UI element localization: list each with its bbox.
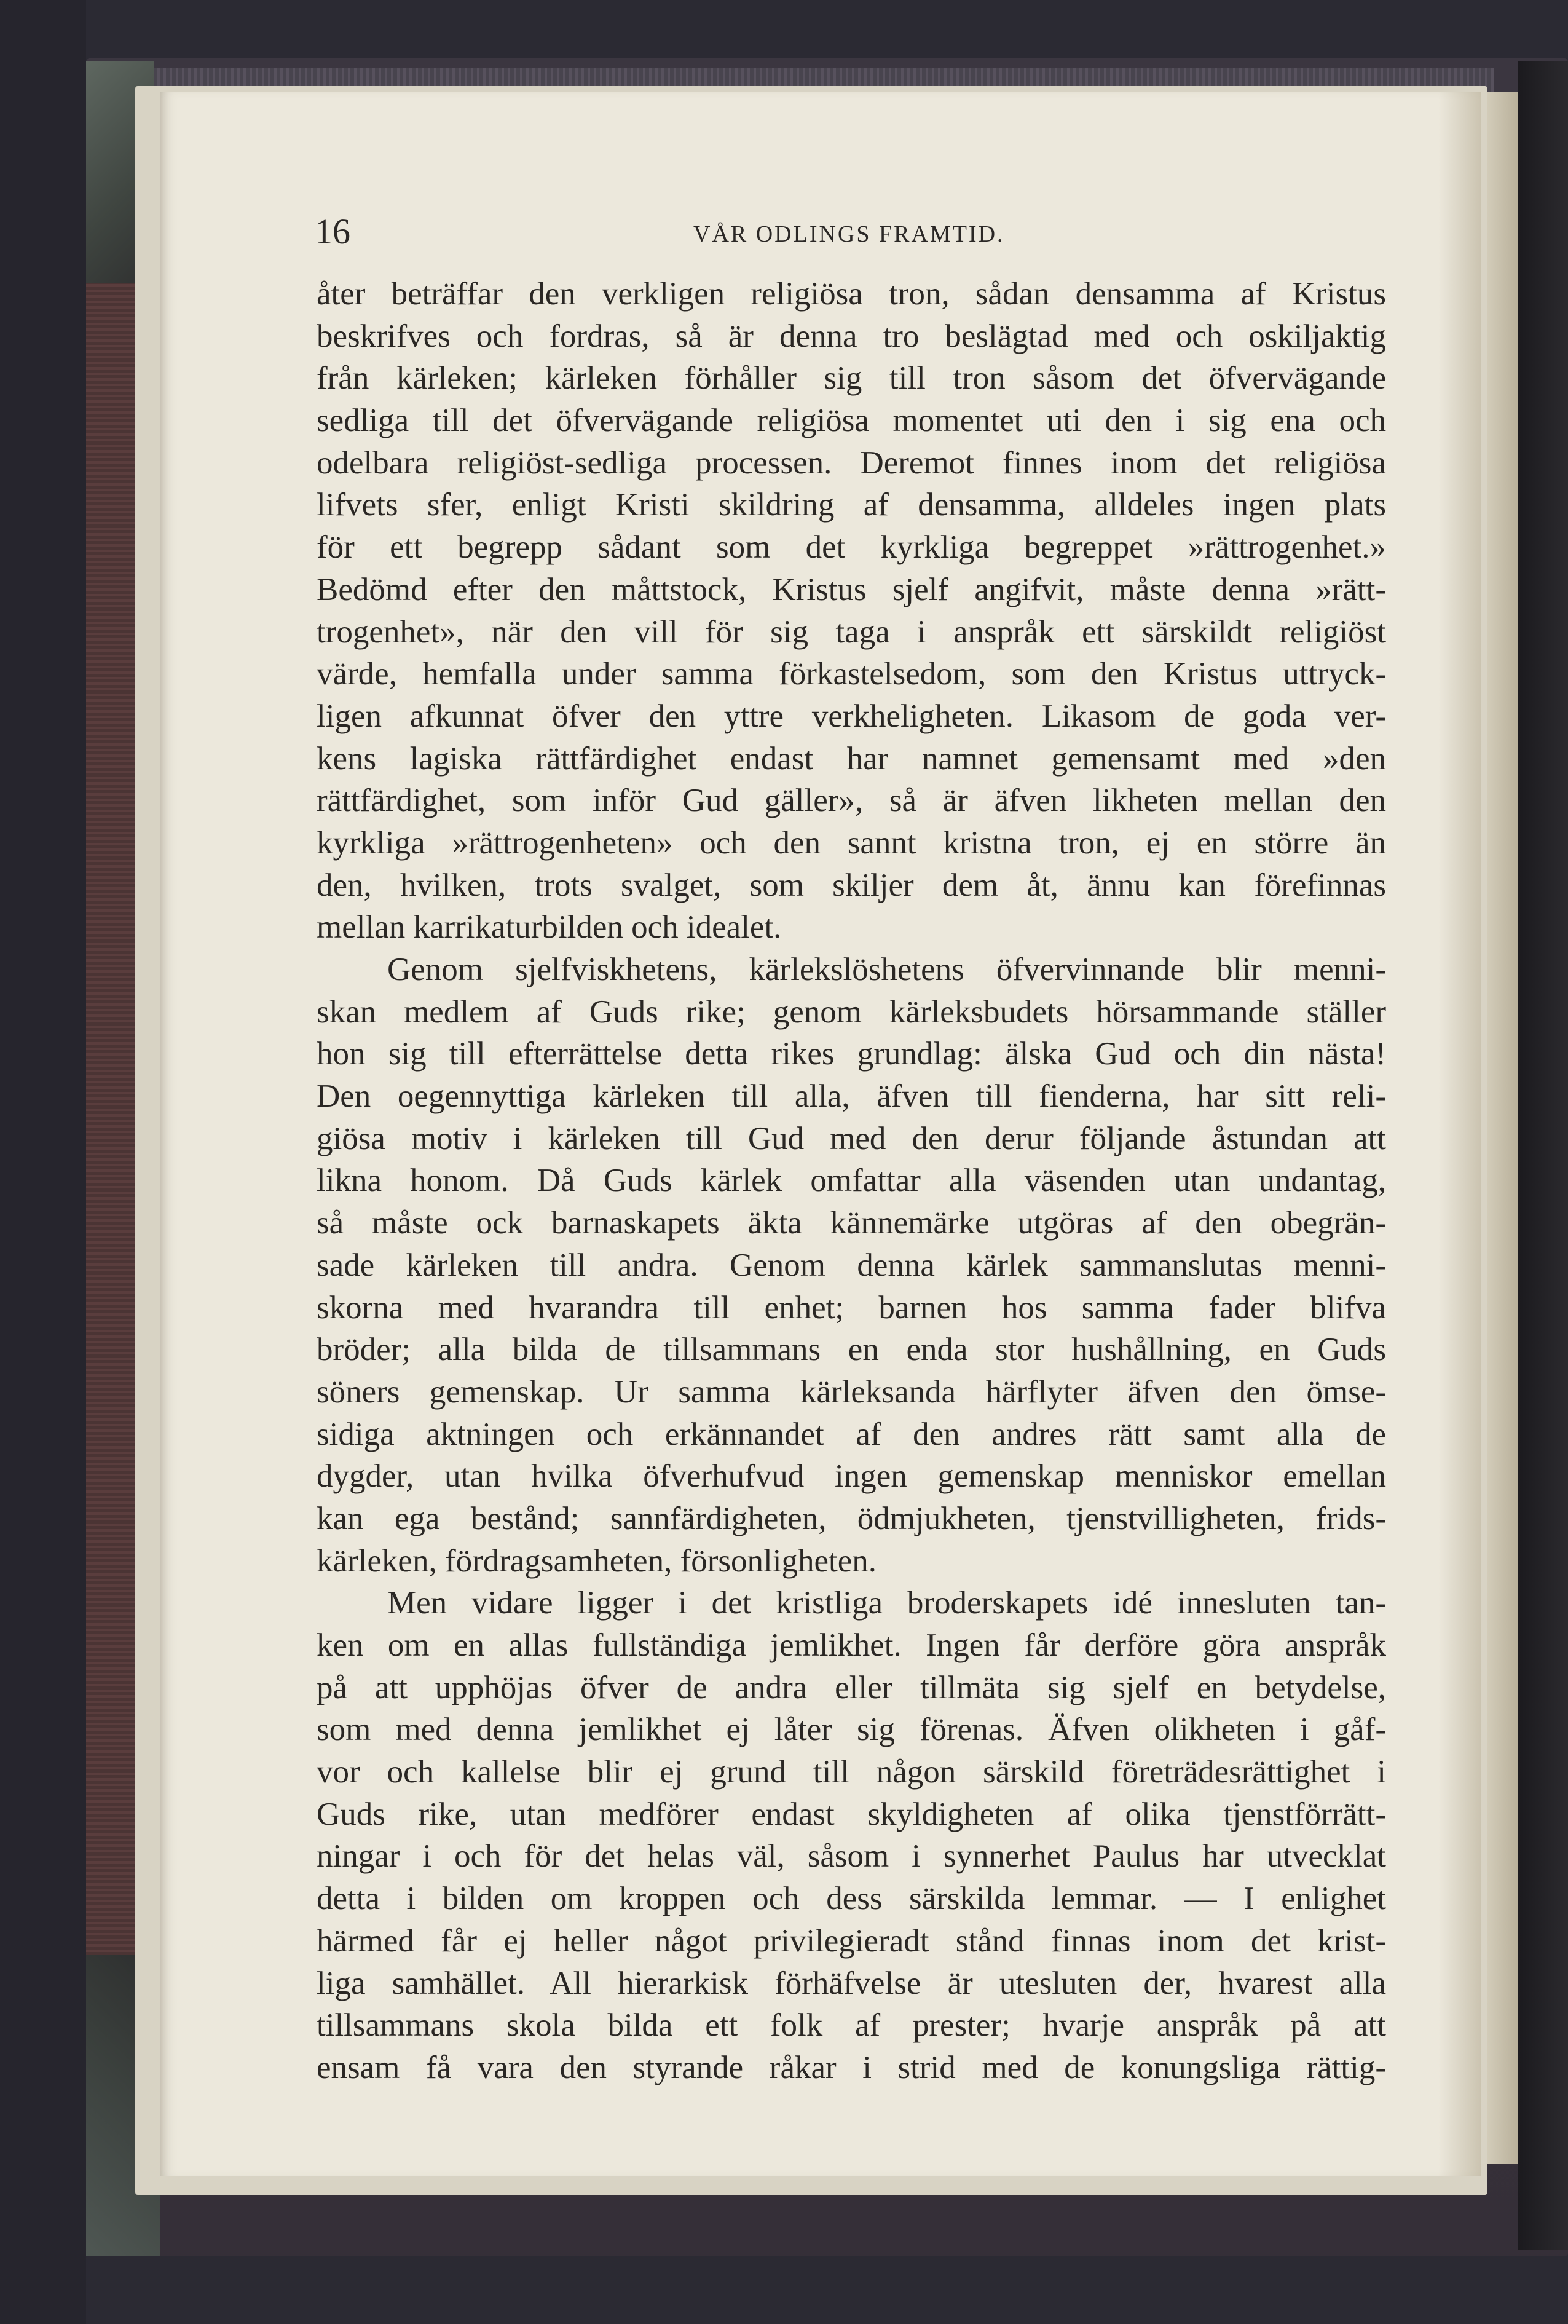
text-line: Genom sjelfviskhetens, kärlekslöshetens öfvervinnande blir menni- (387, 952, 1386, 987)
cover-left-binding (86, 283, 141, 1955)
text-line: sade kärleken till andra. Genom denna kärlek sammanslutas menni- (317, 1247, 1386, 1283)
text-line: detta i bilden om kroppen och dess särskilda lemmar. — I enlighet (317, 1881, 1386, 1917)
text-line: ningar i och för det helas väl, såsom i synnerhet Paulus har utvecklat (317, 1838, 1386, 1875)
running-head: VÅR ODLINGS FRAMTID. (693, 221, 1005, 247)
text-line: på att upphöjas öfver de andra eller tillmäta sig sjelf en betydelse, (317, 1669, 1386, 1705)
text-line: åter beträffar den verkligen religiösa tron, sådan densamma af Kristus (317, 276, 1386, 312)
text-line: kan ega bestånd; sannfärdigheten, ödmjukheten, tjenstvilligheten, frids- (317, 1500, 1386, 1536)
text-line: skorna med hvarandra till enhet; barnen hos samma fader blifva (317, 1289, 1386, 1326)
text-line: Men vidare ligger i det kristliga broderskapets idé innesluten tan- (387, 1585, 1386, 1621)
text-line: kyrkliga »rättrogenheten» och den sannt kristna tron, ej en större än (317, 824, 1386, 861)
text-line: Den oegennyttiga kärleken till alla, äfven till fienderna, har sitt reli- (317, 1078, 1386, 1115)
text-line: den, hvilken, trots svalget, som skiljer dem åt, ännu kan förefinnas (317, 867, 1386, 903)
text-line: som med denna jemlikhet ej låter sig förenas. Äfven olikheten i gåf- (317, 1712, 1386, 1748)
text-line: hon sig till efterrättelse detta rikes grundlag: älska Gud och din nästa! (317, 1036, 1386, 1072)
text-line: skan medlem af Guds rike; genom kärleksbudets hörsammande ställer (317, 994, 1386, 1030)
text-line: lifvets sfer, enligt Kristi skildring af densamma, alldeles ingen plats (317, 487, 1386, 523)
text-line: liga samhället. All hierarkisk förhäfvelse är utesluten der, hvarest alla (317, 1965, 1386, 2001)
text-line: så måste ock barnaskapets äkta kännemärke utgöras af den obegrän- (317, 1205, 1386, 1241)
text-line: härmed får ej heller något privilegieradt stånd finnas inom det krist- (317, 1923, 1386, 1959)
text-line: ken om en allas fullständiga jemlikhet. Ingen får derföre göra anspråk (317, 1627, 1386, 1663)
text-line: trogenhet», när den vill för sig taga i anspråk ett särskildt religiöst (317, 614, 1386, 650)
right-binding (1518, 61, 1568, 2250)
background-left (0, 0, 86, 2324)
text-line: Guds rike, utan medförer endast skyldigheten af olika tjenstförrätt- (317, 1796, 1386, 1832)
text-line: tillsammans skola bilda ett folk af prester; hvarje anspråk på att (317, 2007, 1386, 2044)
text-line: dygder, utan hvilka öfverhufvud ingen gemenskap menniskor emellan (317, 1458, 1386, 1495)
text-line: ensam få vara den styrande råkar i strid med de konungsliga rättig- (317, 2049, 1386, 2085)
text-line: rättfärdighet, som inför Gud gäller», så är äfven likheten mellan den (317, 783, 1386, 819)
text-line: odelbara religiöst-sedliga processen. Deremot finnes inom det religiösa (317, 445, 1386, 481)
text-line: från kärleken; kärleken förhåller sig till tron såsom det öfvervägande (317, 360, 1386, 397)
text-line: bröder; alla bilda de tillsammans en enda stor hushållning, en Guds (317, 1332, 1386, 1368)
page-gutter-shade (1438, 92, 1481, 2176)
text-line: sedliga till det öfvervägande religiösa momentet uti den i sig ena och (317, 403, 1386, 439)
text-line: likna honom. Då Guds kärlek omfattar alla väsenden utan undantag, (317, 1163, 1386, 1199)
text-line: beskrifves och fordras, så är denna tro beslägtad med och oskiljaktig (317, 318, 1386, 354)
text-line: ligen afkunnat öfver den yttre verkheligheten. Likasom de goda ver- (317, 698, 1386, 734)
text-line: kärleken, fördragsamheten, försonligheten. (317, 1543, 877, 1579)
text-line: värde, hemfalla under samma förkastelsedom, som den Kristus uttryck- (317, 656, 1386, 692)
text-line: Bedömd efter den måttstock, Kristus sjelf angifvit, måste denna »rätt- (317, 571, 1386, 607)
text-line: vor och kallelse blir ej grund till någon särskild företrädesrättighet i (317, 1754, 1386, 1790)
text-line: söners gemenskap. Ur samma kärleksanda härflyter äfven den ömse- (317, 1373, 1386, 1410)
text-line: sidiga aktningen och erkännandet af den andres rätt samt alla de (317, 1416, 1386, 1452)
text-line: för ett begrepp sådant som det kyrkliga begreppet »rättrogenhet.» (317, 529, 1386, 566)
body-text (317, 273, 1386, 2089)
text-line: giösa motiv i kärleken till Gud med den derur följande åstundan att (317, 1120, 1386, 1156)
text-line: mellan karrikaturbilden och idealet. (317, 909, 782, 946)
page-number: 16 (315, 211, 350, 251)
text-line: kens lagiska rättfärdighet endast har namnet gemensamt med »den (317, 740, 1386, 777)
